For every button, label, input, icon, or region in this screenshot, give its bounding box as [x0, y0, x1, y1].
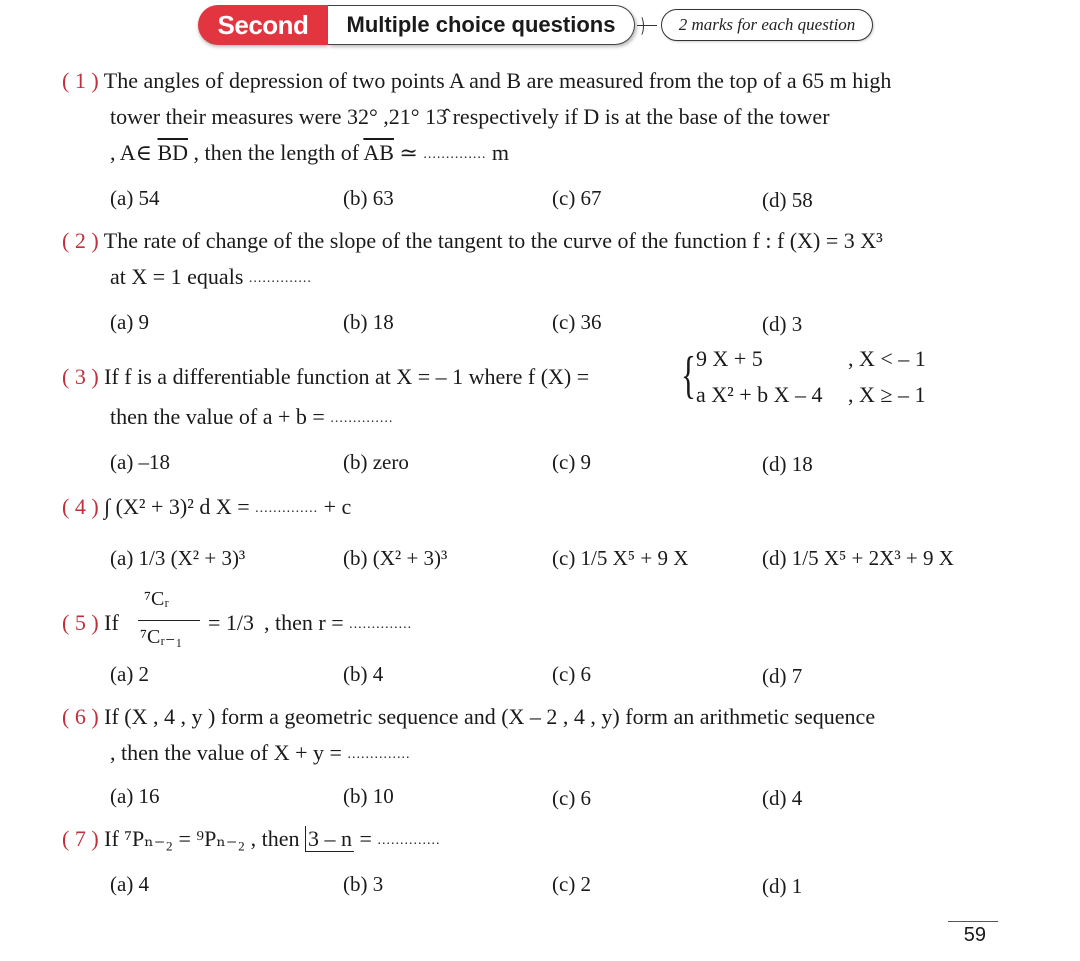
option-a[interactable]: (a) 4 — [110, 872, 150, 896]
option-d[interactable]: (d) 4 — [762, 786, 803, 810]
text-fragment: ≃ — [393, 140, 424, 165]
option-a[interactable]: (a) –18 — [110, 450, 171, 474]
question-1-line-3 — [110, 140, 509, 166]
option-d[interactable]: (d) 1/5 X⁵ + 2X³ + 9 X — [762, 546, 954, 570]
constant: + c — [318, 494, 352, 519]
segment-ab: $\overline{AB}$ — [363, 140, 394, 165]
question-6-line-1 — [62, 704, 875, 730]
fraction-denominator: ⁷Cᵣ₋₁ — [140, 626, 183, 648]
question-5-then — [264, 610, 412, 636]
question-text: , then the value of X + y = — [110, 740, 342, 765]
question-text: If (X , 4 , y ) form a geometric sequence and (X – 2 , 4 , y) form an arithmetic sequence — [104, 704, 876, 729]
question-2-line-2 — [110, 264, 312, 290]
answer-blank: .............. — [377, 833, 441, 848]
unit: m — [486, 140, 510, 165]
question-text: If — [104, 610, 119, 635]
answer-blank: .............. — [330, 411, 394, 426]
section-header — [198, 4, 873, 46]
section-title: Multiple choice questions — [328, 5, 635, 45]
piecewise-case-1: 9 X + 5 — [696, 346, 763, 371]
question-1-line-2: tower their measures were 32° ,21° 13̂ respectively if D is at the base of the tower — [110, 104, 830, 129]
option-b[interactable]: (b) 3 — [343, 872, 384, 896]
question-5-line-1 — [62, 610, 119, 636]
option-c[interactable]: (c) 2 — [552, 872, 592, 896]
question-7-line-1 — [62, 826, 440, 852]
option-c[interactable]: (c) 9 — [552, 450, 592, 474]
fraction-bar — [138, 620, 200, 621]
option-b[interactable]: (b) 63 — [343, 186, 394, 210]
integral-expression: ∫ (X² + 3)² d X = — [104, 494, 250, 519]
segment-bd: $\overline{BD}$ — [157, 140, 189, 165]
option-c[interactable]: (c) 6 — [552, 662, 592, 686]
question-text: The rate of change of the slope of the tangent to the curve of the function f : f (X) = 3 X³ — [103, 228, 883, 253]
piecewise-case-2: a X² + b X – 4 — [696, 382, 823, 407]
answer-blank: .............. — [248, 271, 312, 286]
question-text: If f is a differentiable function at X = – 1 where f (X) = — [104, 364, 590, 389]
option-b[interactable]: (b) zero — [343, 450, 409, 474]
option-b[interactable]: (b) 4 — [343, 662, 384, 686]
question-3-line-1 — [62, 364, 589, 390]
question-4-line-1 — [62, 494, 351, 520]
question-text: at X = 1 equals — [110, 264, 244, 289]
question-1-line-1 — [62, 68, 891, 94]
page-number: 59 — [963, 924, 986, 946]
text-fragment: , A∈ — [110, 140, 158, 165]
option-d[interactable]: (d) 3 — [762, 312, 803, 336]
question-2-line-1 — [62, 228, 883, 254]
factorial-expression: 3 – n — [305, 826, 354, 852]
option-b[interactable]: (b) (X² + 3)³ — [343, 546, 448, 570]
question-number: ( 1 ) — [62, 68, 99, 93]
connector-line — [637, 25, 657, 26]
question-number: ( 7 ) — [62, 826, 99, 851]
question-number: ( 5 ) — [62, 610, 99, 635]
question-text: The angles of depression of two points A and B are measured from the top of a 65 m high — [103, 68, 892, 93]
option-a[interactable]: (a) 16 — [110, 784, 160, 808]
piecewise-brace: { — [680, 346, 696, 404]
question-3-line-2 — [110, 404, 393, 430]
fraction-numerator: ⁷Cᵣ — [144, 588, 169, 610]
option-b[interactable]: (b) 18 — [343, 310, 394, 334]
piecewise-case-2-condition: , X ≥ – 1 — [848, 382, 926, 407]
question-number: ( 2 ) — [62, 228, 99, 253]
question-text: then the value of a + b = — [110, 404, 325, 429]
permutation-expression: If ⁷Pₙ₋₂ = ⁹Pₙ₋₂ , then — [104, 826, 300, 851]
option-d[interactable]: (d) 58 — [762, 188, 813, 212]
answer-blank: .............. — [347, 747, 411, 762]
marks-note: 2 marks for each question — [661, 9, 873, 41]
answer-blank: .............. — [349, 617, 413, 632]
answer-blank: .............. — [255, 501, 319, 516]
option-d[interactable]: (d) 18 — [762, 452, 813, 476]
question-number: ( 4 ) — [62, 494, 99, 519]
question-number: ( 3 ) — [62, 364, 99, 389]
page-number-rule — [948, 921, 998, 922]
option-d[interactable]: (d) 1 — [762, 874, 803, 898]
text-fragment: , then the length of — [188, 140, 364, 165]
section-label: Second — [198, 5, 328, 45]
question-text: , then r = — [264, 610, 344, 635]
option-a[interactable]: (a) 9 — [110, 310, 150, 334]
option-a[interactable]: (a) 54 — [110, 186, 160, 210]
option-c[interactable]: (c) 67 — [552, 186, 602, 210]
equals-sign: = — [359, 826, 372, 851]
option-c[interactable]: (c) 6 — [552, 786, 592, 810]
option-a[interactable]: (a) 2 — [110, 662, 150, 686]
option-c[interactable]: (c) 36 — [552, 310, 602, 334]
option-a[interactable]: (a) 1/3 (X² + 3)³ — [110, 546, 246, 570]
option-c[interactable]: (c) 1/5 X⁵ + 9 X — [552, 546, 689, 570]
option-d[interactable]: (d) 7 — [762, 664, 803, 688]
question-number: ( 6 ) — [62, 704, 99, 729]
option-b[interactable]: (b) 10 — [343, 784, 394, 808]
answer-blank: .............. — [423, 147, 487, 162]
question-6-line-2 — [110, 740, 410, 766]
piecewise-case-1-condition: , X < – 1 — [848, 346, 926, 371]
fraction-rhs: = 1/3 — [208, 610, 255, 635]
